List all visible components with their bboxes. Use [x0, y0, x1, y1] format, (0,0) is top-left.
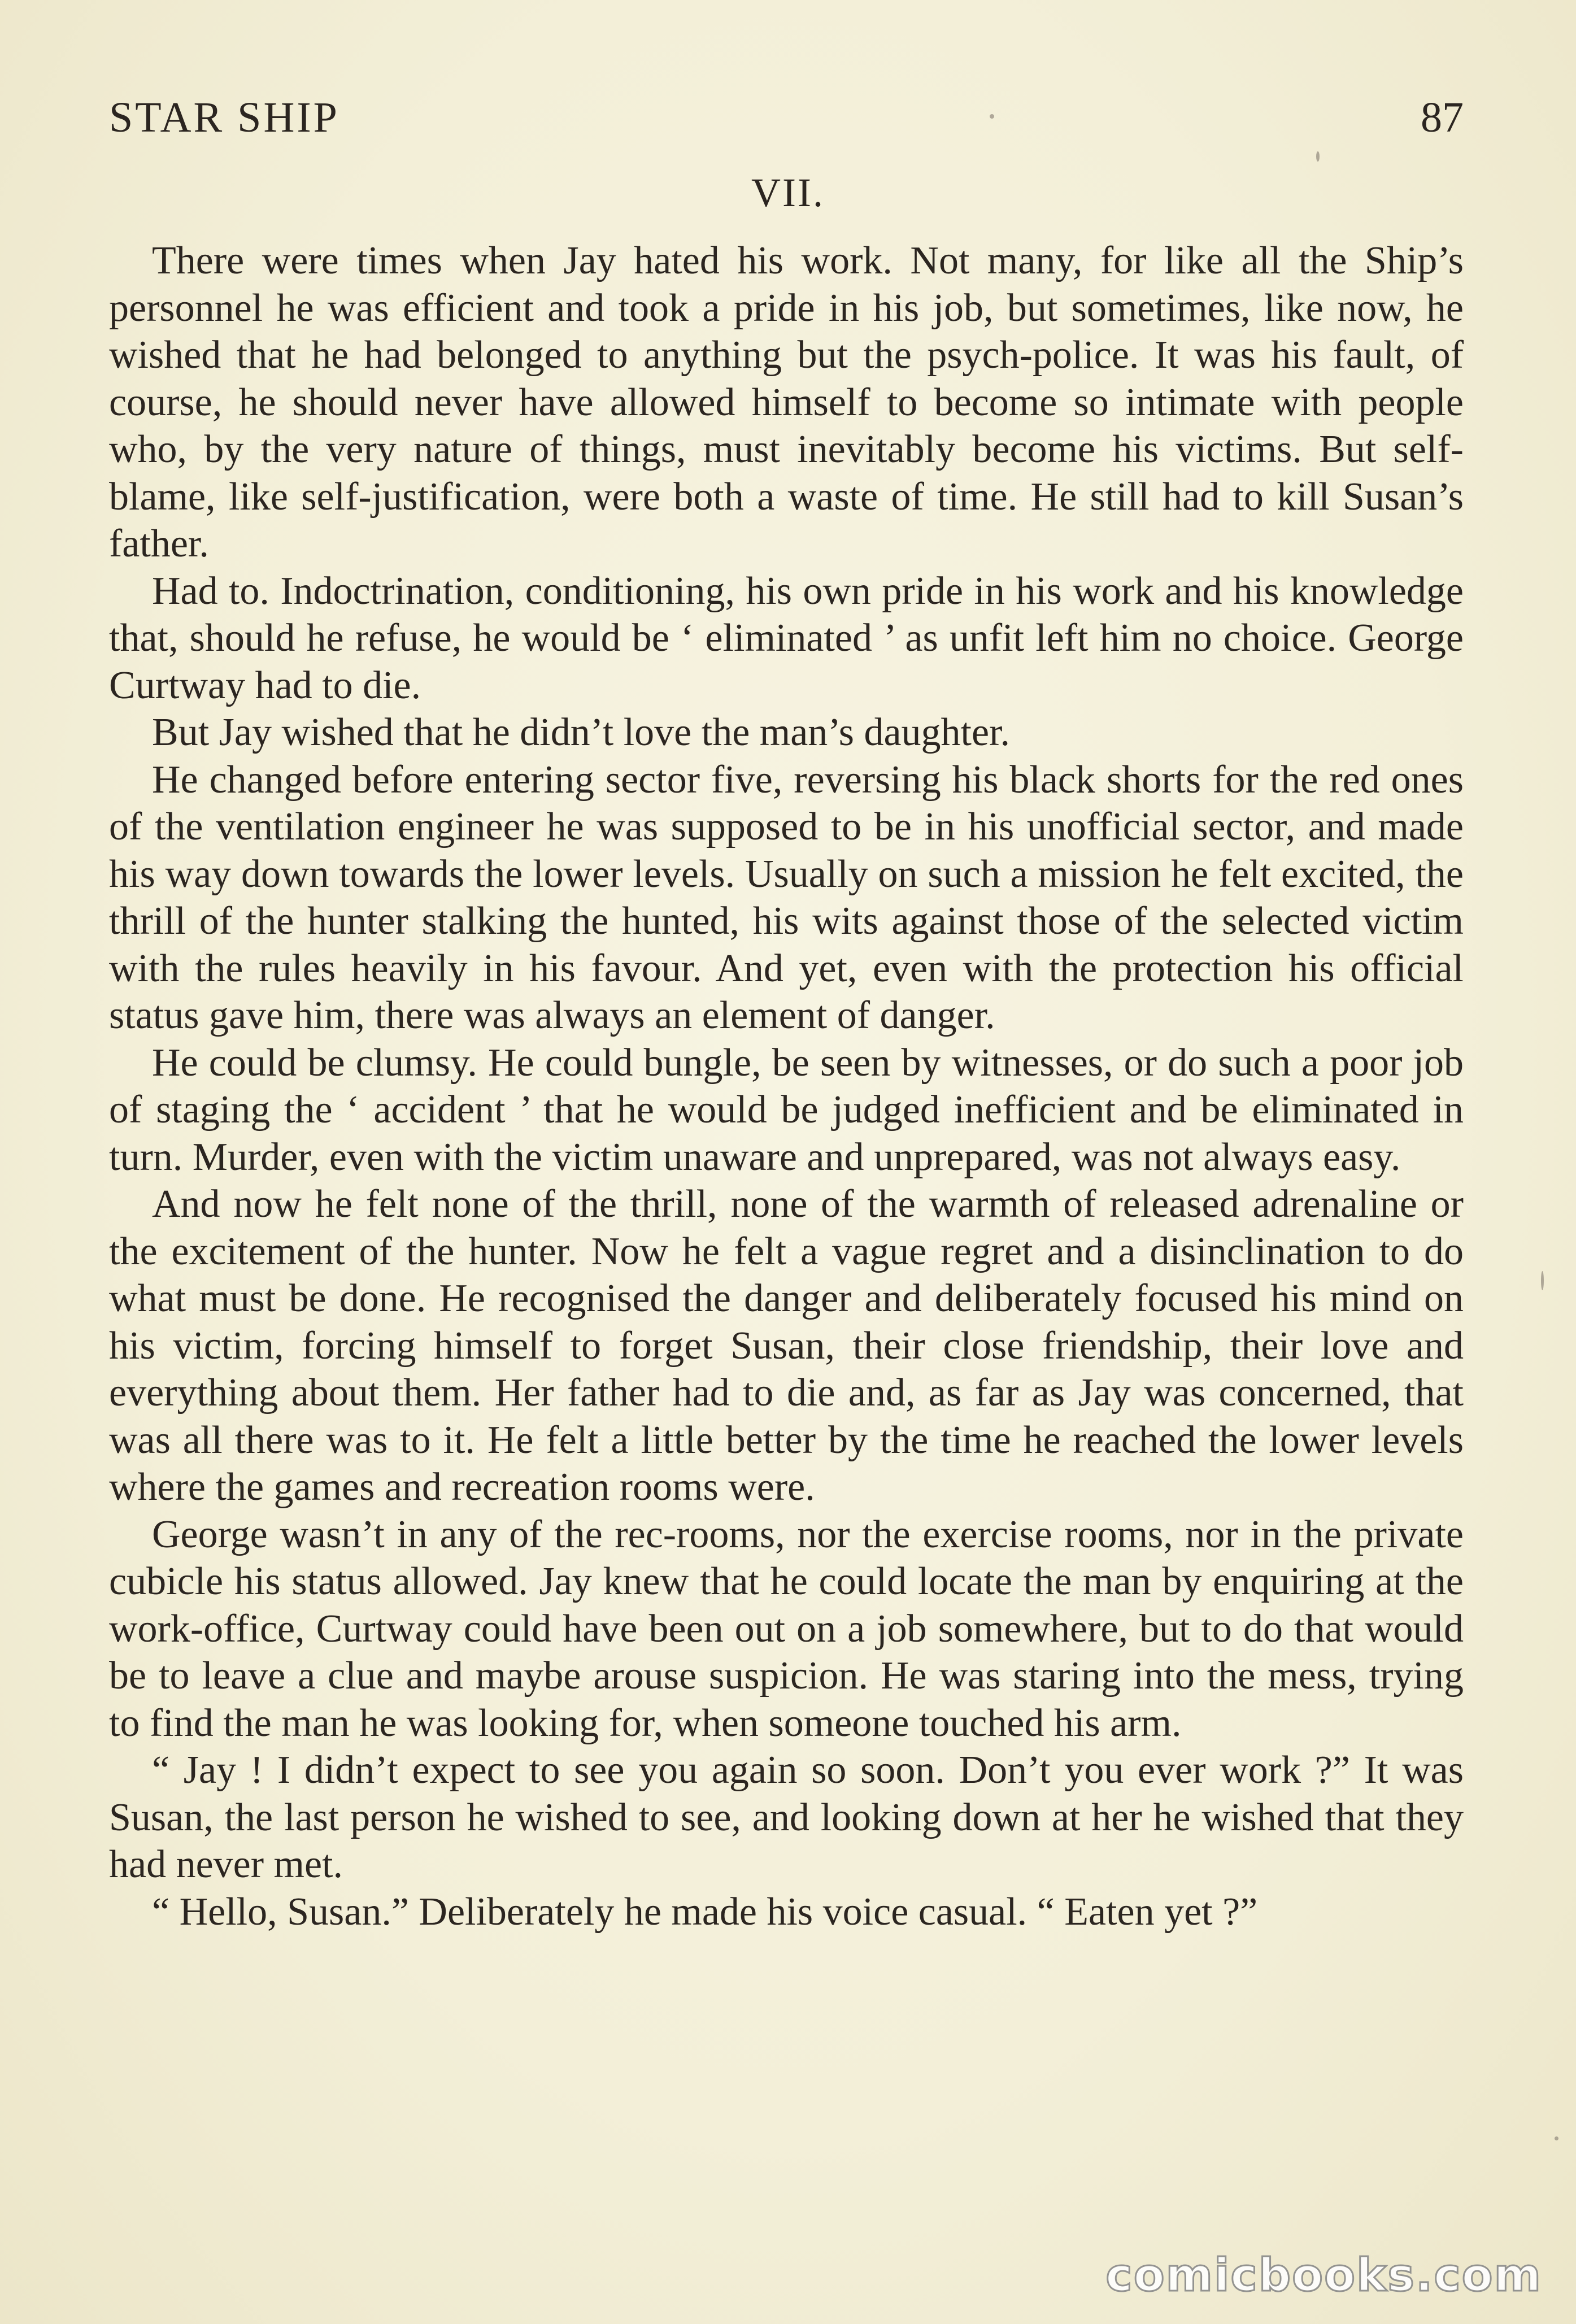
page-number: 87	[1421, 94, 1464, 141]
running-head	[109, 90, 1464, 153]
paper-speck	[990, 114, 994, 119]
paragraph: And now he felt none of the thrill, none of the warmth of released adrenaline or the excitement of the hunter. Now he felt a vague regret and a disinclination to do what must be done. He recognised the danger and deliberately focused his mind on his victim, forcing himself to forget Susan, their close friendship, their love and everything about them. Her father had to die and, as far as Jay was concerned, that was all there was to it. He felt a little better by the time he reached the lower levels where the games and recreation rooms were.	[109, 1182, 1464, 1509]
paragraph: But Jay wished that he didn’t love the man’s daughter.	[152, 711, 1011, 754]
paper-speck	[1316, 151, 1320, 162]
paragraph: “ Jay ! I didn’t expect to see you again so soon. Don’t you ever work ?” It was Susan, the last person he wished to see, and looking down at her he wished that they had never met.	[109, 1748, 1464, 1886]
paragraph: He could be clumsy. He could bungle, be seen by witnesses, or do such a poor job of staging the ‘ accident ’ that he would be judged inefficient and be eliminated in turn. Murder, even with the victim unaware and unprepared, was not always easy.	[109, 1041, 1464, 1179]
paragraph: He changed before entering sector five, reversing his black shorts for the red ones of the ventilation engineer he was supposed to be in his unofficial sector, and made his way down towards the lower levels. Usually on such a mission he felt excited, the thrill of the hunter stalking the hunted, his wits against those of the selected victim with the rules heavily in his favour. And yet, even with the protection his official status gave him, there was always an element of danger.	[109, 758, 1464, 1037]
paper-speck	[1541, 1271, 1544, 1290]
chapter-heading: VII.	[751, 170, 825, 215]
body-text	[109, 237, 1464, 1935]
watermark: comicbooks.com	[1105, 2249, 1542, 2301]
paragraph: George wasn’t in any of the rec-rooms, nor the exercise rooms, nor in the private cubicle his status allowed. Jay knew that he could locate the man by enquiring at the work-office, Curtway could have been out on a job somewhere, but to do that would be to leave a clue and maybe arouse suspicion. He was staring into the mess, trying to find the man he was looking for, when someone touched his arm.	[109, 1512, 1464, 1745]
paragraph: There were times when Jay hated his work. Not many, for like all the Ship’s personnel he was efficient and took a pride in his job, but sometimes, like now, he wished that he had belonged to anything but the psych-police. It was his fault, of course, he should never have allowed himself to become so intimate with people who, by the very nature of things, must inevitably become his victims. But self-blame, like self-justification, were both a waste of time. He still had to kill Susan’s father.	[109, 239, 1464, 565]
book-title: STAR SHIP	[109, 94, 339, 141]
paper-speck	[1555, 2136, 1558, 2140]
paragraph: Had to. Indoctrination, conditioning, his own pride in his work and his knowledge that, should he refuse, he would be ‘ eliminated ’ as unfit left him no choice. George Curtway had to die.	[109, 569, 1464, 707]
paragraph: “ Hello, Susan.” Deliberately he made his voice casual. “ Eaten yet ?”	[152, 1890, 1258, 1934]
